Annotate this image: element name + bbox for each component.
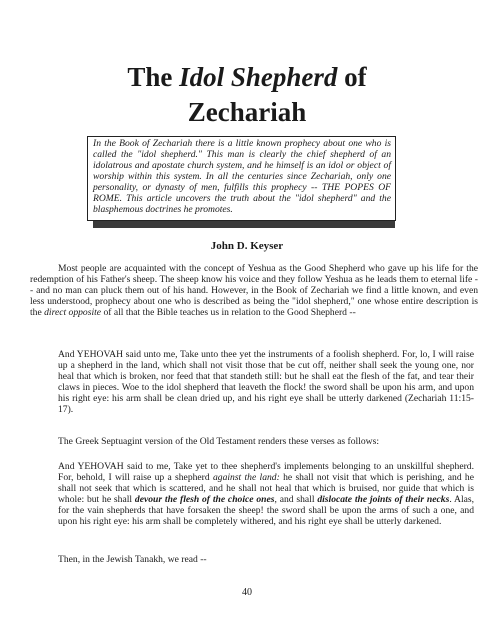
abstract-text: In the Book of Zechariah there is a little known prophecy about one who is called the "idol shepherd." This man is clearly the chief shepherd of an idolatrous and apostate church system, and he himself is an idol or object of worship within this system. In all the centuries since Zechariah, only one personality, or dynasty of men, fulfills this prophecy -- THE POPES OF ROME. This article uncovers the truth about the "idol shepherd" and the blasphemous doctrines he promotes. bbox=[93, 138, 391, 215]
paragraph-septuagint-intro: The Greek Septuagint version of the Old Testament renders these verses as follows: bbox=[58, 436, 379, 447]
title-line-1 bbox=[0, 60, 494, 95]
emphasis-text: direct opposite bbox=[44, 307, 102, 318]
bold-emphasis-text: dislocate the joints of their necks bbox=[317, 494, 450, 505]
scripture-quote-kjv: And YEHOVAH said unto me, Take unto thee yet the instruments of a foolish shepherd. For, lo, I will raise up a shepherd in the land, which shall not visit those that be cut off, neither shall seek the young one, nor heal that which is broken, nor feed that that standeth still: but he shall eat the flesh of the fat, and tear their claws in pieces. Woe to the idol shepherd that leaveth the flock! the sword shall be upon his arm, and upon his right eye: his arm shall be clean dried up, and his right eye shall be utterly darkened (Zechariah 11:15-17). bbox=[58, 349, 474, 415]
scripture-quote-septuagint: And YEHOVAH said to me, Take yet to thee shepherd's implements belonging to an unskillful shepherd. For, behold, I will raise up a shepherd against the land: he shall not visit that which is perishing, and he shall not seek that which is scattered, and he shall not heal that which is bruised, nor guide that which is whole: but he shall devour the flesh of the choice ones, and shall dislocate the joints of their necks. Alas, for the vain shepherds that have forsaken the sheep! the sword shall be upon the arms of such a one, and upon his right eye: his arm shall be completely withered, and his right eye shall be utterly darkened. bbox=[58, 461, 474, 527]
author-byline: John D. Keyser bbox=[210, 240, 284, 252]
abstract-box bbox=[87, 136, 397, 228]
title-text: The bbox=[127, 62, 180, 92]
title-italic-text: Idol Shepherd bbox=[179, 62, 338, 92]
paragraph-tanakh-intro: Then, in the Jewish Tanakh, we read -- bbox=[58, 554, 207, 565]
title-line-2: Zechariah bbox=[187, 97, 307, 127]
page-title bbox=[0, 60, 494, 130]
bold-emphasis-text: devour the flesh of the choice ones bbox=[134, 494, 275, 505]
emphasis-text: against the land: bbox=[212, 472, 280, 483]
abstract-panel bbox=[87, 136, 396, 221]
title-text-end: of bbox=[337, 62, 367, 92]
paragraph-intro bbox=[30, 263, 478, 318]
page-number: 40 bbox=[242, 587, 252, 598]
paragraph-intro-text: Most people are acquainted with the concept of Yeshua as the Good Shepherd who gave up his life for the redemption of his Father's sheep. The sheep know his voice and they follow Yeshua as he leads them to eternal life -- and no man can pluck them out of his hand. However, in the Book of Zechariah we find a little known, and even less understood, prophecy about one who is described as being the "idol shepherd," one whose entire description is the direct opposite of all that the Bible teaches us in relation to the Good Shepherd -- bbox=[30, 263, 478, 318]
